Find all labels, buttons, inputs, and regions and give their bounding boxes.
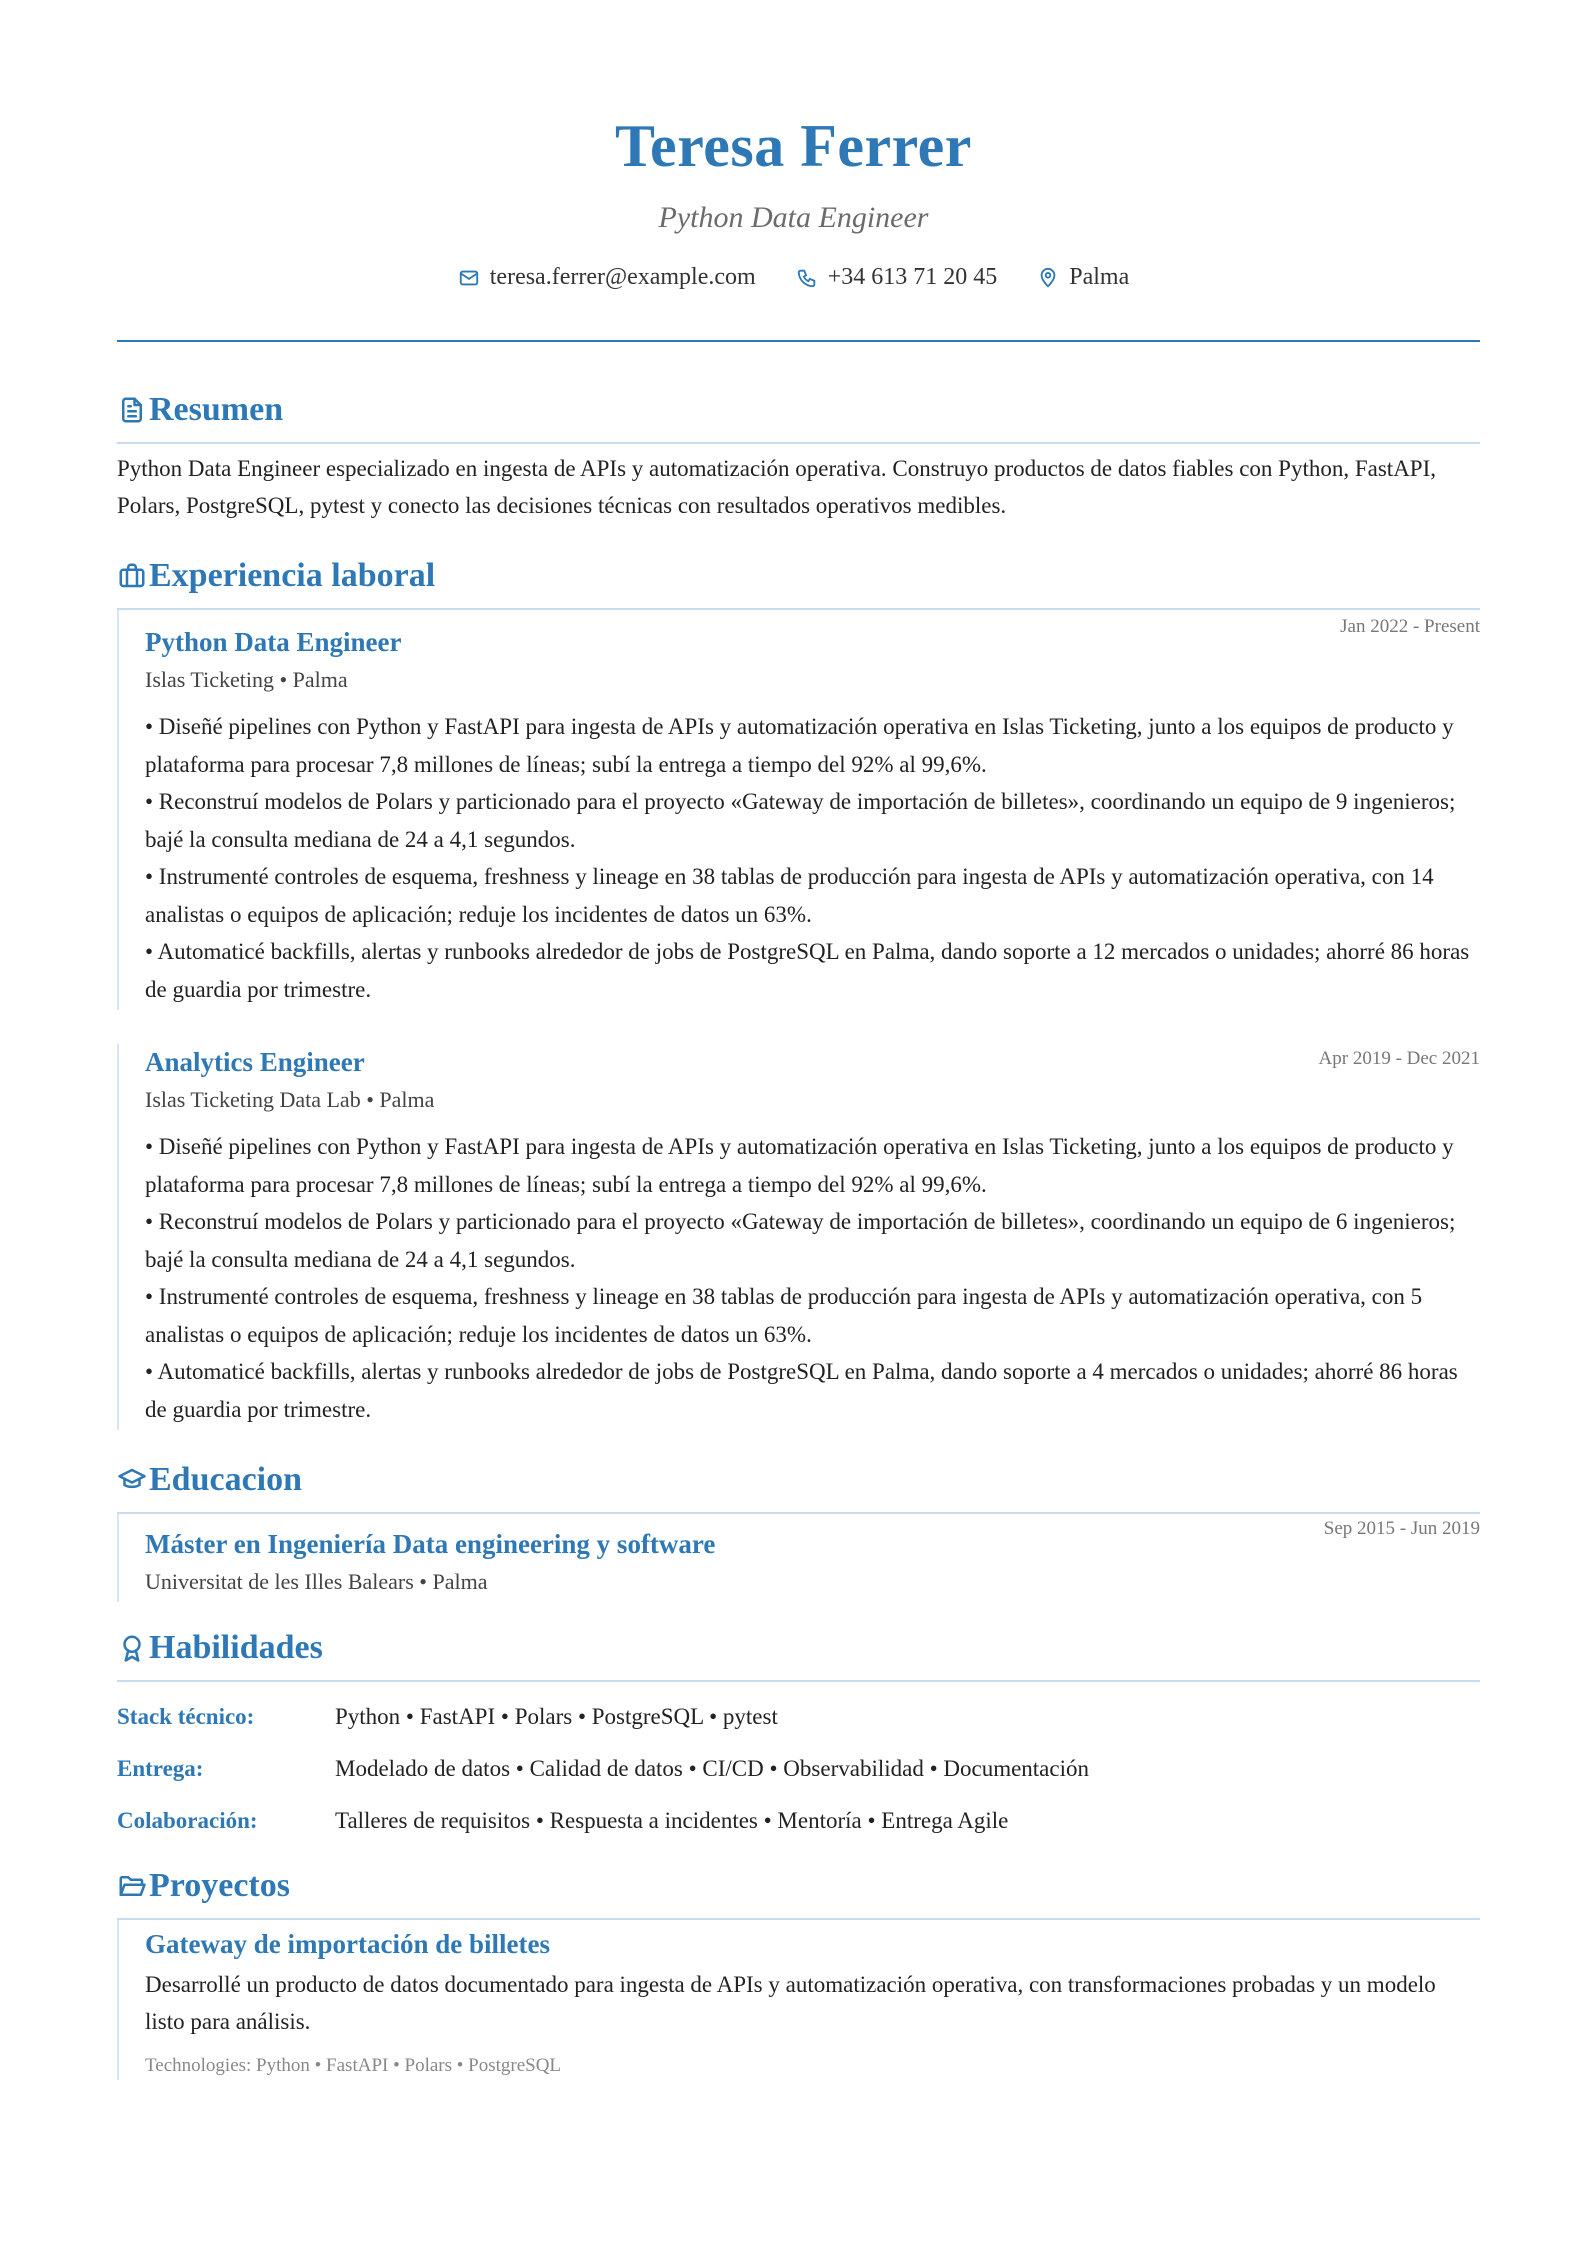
- folder-open-icon: [117, 1871, 147, 1901]
- job-bullet: • Reconstruí modelos de Polars y particionado para el proyecto «Gateway de importación de billetes», coordinando un equipo de 9 ingenieros; bajé la consulta mediana de 24 a 4,1 segundos.: [145, 789, 1456, 852]
- education-dates: Sep 2015 - Jun 2019: [1323, 1518, 1480, 1539]
- section-heading: [117, 556, 1480, 610]
- section-heading: [117, 390, 1480, 444]
- job-company: Islas Ticketing Data Lab • Palma: [145, 1087, 435, 1112]
- degree-title: Máster en Ingeniería Data engineering y software: [145, 1529, 716, 1559]
- section-heading: [117, 1866, 1480, 1920]
- job-bullet: • Diseñé pipelines con Python y FastAPI para ingesta de APIs y automatización operativa en Islas Ticketing, junto a los equipos de producto y plataforma para procesar 7,8 millones de líneas; subí la entrega a tiempo del 92% al 99,6%.: [145, 714, 1454, 777]
- job-bullet: • Automaticé backfills, alertas y runbooks alrededor de jobs de PostgreSQL en Palma, dando soporte a 12 mercados o unidades; ahorré 86 horas de guardia por trimestre.: [145, 939, 1470, 1002]
- contact-email[interactable]: [458, 264, 756, 291]
- header-divider: [117, 340, 1480, 342]
- job-bullet: • Reconstruí modelos de Polars y particionado para el proyecto «Gateway de importación de billetes», coordinando un equipo de 6 ingenieros; bajé la consulta mediana de 24 a 4,1 segundos.: [145, 1209, 1456, 1272]
- job-bullet: • Automaticé backfills, alertas y runbooks alrededor de jobs de PostgreSQL en Palma, dando soporte a 4 mercados o unidades; ahorré 86 horas de guardia por trimestre.: [145, 1359, 1458, 1422]
- contact-list: [0, 264, 1587, 291]
- experience-heading-text: Experiencia laboral: [149, 557, 436, 594]
- job-bullet: • Instrumenté controles de esquema, freshness y lineage en 38 tablas de producción para ingesta de APIs y automatización operativa, con 5 analistas o equipos de aplicación; reduje los incidentes de datos un 63%.: [145, 1284, 1423, 1347]
- job-dates: Jan 2022 - Present: [1340, 616, 1480, 637]
- project-entry: [117, 1920, 1480, 2080]
- candidate-title: Python Data Engineer: [658, 201, 929, 234]
- phone-icon: [796, 267, 818, 289]
- contact-location: [1037, 264, 1129, 291]
- skill-value: Talleres de requisitos • Respuesta a incidentes • Mentoría • Entrega Agile: [335, 1808, 1009, 1833]
- skills-row: [117, 1700, 1480, 1734]
- job-company: Islas Ticketing • Palma: [145, 667, 348, 692]
- project-description: Desarrollé un producto de datos documentado para ingesta de APIs y automatización operativa, con transformaciones probadas y un modelo listo para análisis.: [145, 1972, 1436, 2034]
- project-technologies: Technologies: Python • FastAPI • Polars • PostgreSQL: [145, 2055, 562, 2076]
- email-text: teresa.ferrer@example.com: [489, 264, 756, 290]
- skill-value: Python • FastAPI • Polars • PostgreSQL • pytest: [335, 1704, 778, 1729]
- award-icon: [117, 1633, 147, 1663]
- education-section: [117, 1460, 1480, 1602]
- education-entry: [117, 1514, 1480, 1602]
- candidate-name: Teresa Ferrer: [615, 113, 972, 179]
- job-bullets: [145, 1128, 1480, 1428]
- job-bullet: • Instrumenté controles de esquema, freshness y lineage en 38 tablas de producción para ingesta de APIs y automatización operativa, con 14 analistas o equipos de aplicación; reduje los incidentes de datos un 63%.: [145, 864, 1434, 927]
- section-heading: [117, 1460, 1480, 1514]
- summary-heading-text: Resumen: [149, 391, 284, 428]
- project-title: Gateway de importación de billetes: [145, 1929, 550, 1959]
- section-heading: [117, 1628, 1480, 1682]
- projects-section: [117, 1866, 1480, 2080]
- school-name: Universitat de les Illes Balears • Palma: [145, 1569, 488, 1594]
- phone-text: +34 613 71 20 45: [827, 264, 998, 290]
- mail-icon: [458, 267, 480, 289]
- skills-row: [117, 1804, 1480, 1838]
- skill-label: Stack técnico:: [117, 1704, 255, 1729]
- job-title: Python Data Engineer: [145, 627, 402, 657]
- skills-heading-text: Habilidades: [149, 1629, 323, 1666]
- resume-header: [0, 0, 1587, 291]
- briefcase-icon: [117, 561, 147, 591]
- resume-content: [117, 390, 1480, 2080]
- skill-label: Colaboración:: [117, 1808, 258, 1833]
- projects-heading-text: Proyectos: [149, 1867, 290, 1904]
- job-entry: [117, 1044, 1480, 1430]
- job-bullets: [145, 708, 1480, 1008]
- graduation-cap-icon: [117, 1465, 147, 1495]
- job-dates: Apr 2019 - Dec 2021: [1318, 1048, 1480, 1069]
- skill-label: Entrega:: [117, 1756, 204, 1781]
- skill-value: Modelado de datos • Calidad de datos • CI/CD • Observabilidad • Documentación: [335, 1756, 1089, 1781]
- summary-section: [117, 390, 1480, 524]
- skills-row: [117, 1752, 1480, 1786]
- experience-section: [117, 556, 1480, 1430]
- job-title: Analytics Engineer: [145, 1047, 365, 1077]
- document-icon: [117, 395, 147, 425]
- summary-text: Python Data Engineer especializado en ingesta de APIs y automatización operativa. Construyo productos de datos fiables con Python, FastAPI, Polars, PostgreSQL, pytest y conecto las decisiones técnicas con resultados operativos medibles.: [117, 456, 1437, 518]
- map-pin-icon: [1037, 267, 1059, 289]
- job-entry: [117, 610, 1480, 1010]
- contact-phone[interactable]: [796, 264, 998, 291]
- education-heading-text: Educacion: [149, 1461, 303, 1498]
- location-text: Palma: [1069, 264, 1130, 290]
- job-bullet: • Diseñé pipelines con Python y FastAPI para ingesta de APIs y automatización operativa en Islas Ticketing, junto a los equipos de producto y plataforma para procesar 7,8 millones de líneas; subí la entrega a tiempo del 92% al 99,6%.: [145, 1134, 1454, 1197]
- skills-section: [117, 1628, 1480, 1838]
